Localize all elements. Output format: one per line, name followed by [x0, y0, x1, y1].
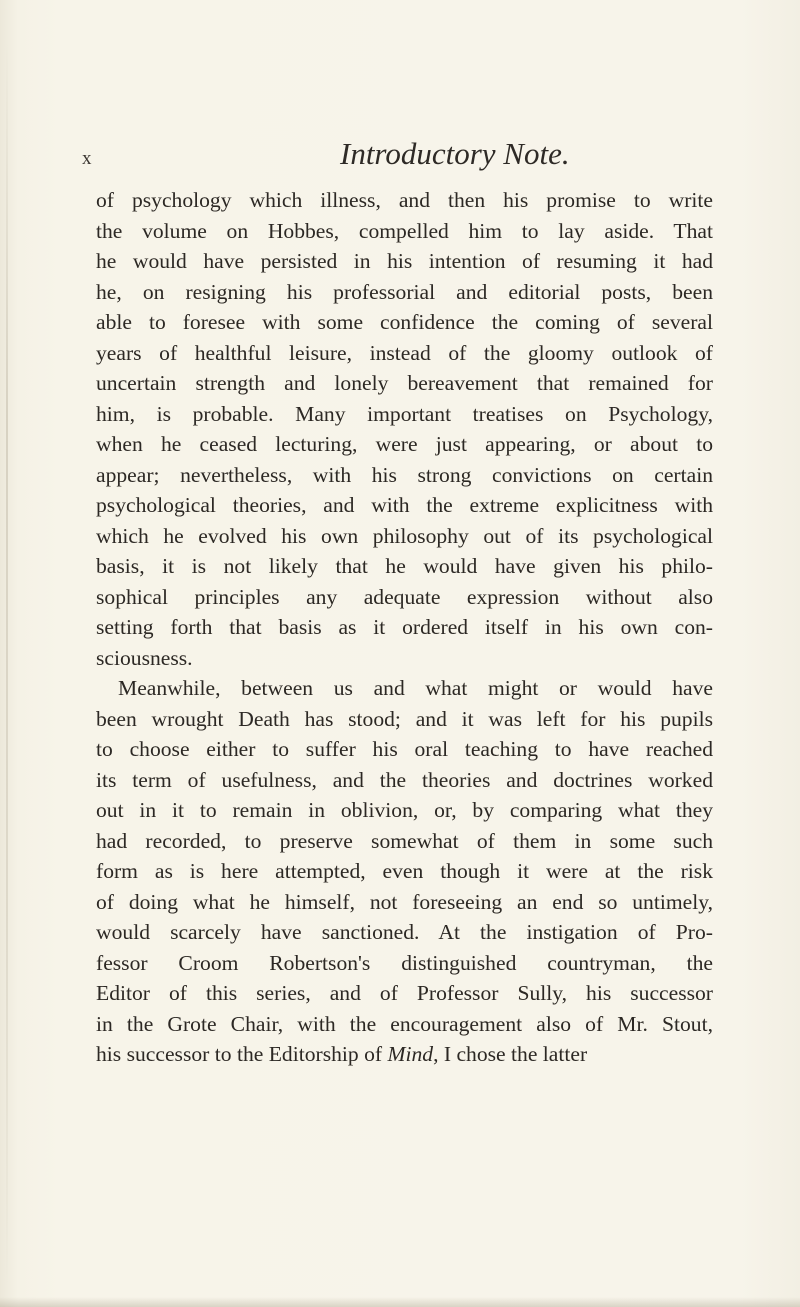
text-line: when he ceased lecturing, were just appearing, or about to — [96, 432, 713, 456]
text-line: he would have persisted in his intention of resuming it had — [96, 249, 713, 273]
page-bottom-edge — [0, 1297, 800, 1307]
running-head-title: Introductory Note. — [340, 136, 570, 171]
text-line: years of healthful leisure, instead of the gloomy outlook of — [96, 340, 713, 365]
text-line: which he evolved his own philosophy out of its psychological — [96, 523, 713, 548]
text-line-segment: his successor to the Editorship of — [96, 1042, 383, 1066]
page-gutter-shadow — [6, 40, 8, 1290]
text-line: been wrought Death has stood; and it was left for his pupils — [96, 706, 713, 731]
text-line: appear; nevertheless, with his strong convictions on certain — [96, 462, 713, 487]
text-line: able to foresee with some confidence the coming of several — [96, 310, 713, 334]
text-line: sophical principles any adequate expression without also — [96, 584, 713, 609]
text-line: had recorded, to preserve somewhat of them in some such — [96, 828, 713, 853]
text-line: in the Grote Chair, with the encouragement also of Mr. Stout, — [96, 1011, 713, 1036]
text-line: setting forth that basis as it ordered itself in his own con- — [96, 615, 713, 639]
running-head — [60, 136, 740, 176]
page-number: x — [82, 148, 93, 169]
text-line: fessor Croom Robertson's distinguished countryman, the — [96, 950, 713, 975]
text-line-paragraph-start: Meanwhile, between us and what might or would have — [118, 676, 713, 700]
text-line: the volume on Hobbes, compelled him to lay aside. That — [96, 218, 713, 243]
text-line: out in it to remain in oblivion, or, by comparing what they — [96, 798, 713, 822]
text-line: of doing what he himself, not foreseeing an end so untimely, — [96, 889, 713, 914]
text-line-final — [96, 1039, 713, 1070]
text-line: psychological theories, and with the extreme explicitness with — [96, 493, 713, 517]
text-line-segment: , I chose the latter — [433, 1042, 588, 1066]
text-line: he, on resigning his professorial and editorial posts, been — [96, 279, 713, 304]
text-line: him, is probable. Many important treatises on Psychology, — [96, 401, 713, 426]
body-text — [96, 185, 713, 1070]
text-line: uncertain strength and lonely bereavement that remained for — [96, 371, 713, 395]
text-line: would scarcely have sanctioned. At the instigation of Pro- — [96, 920, 713, 944]
text-line: sciousness. — [96, 645, 193, 670]
text-line: basis, it is not likely that he would have given his philo- — [96, 554, 713, 578]
text-line: Editor of this series, and of Professor Sully, his successor — [96, 981, 713, 1005]
journal-title-mind: Mind — [387, 1042, 434, 1066]
text-line: its term of usefulness, and the theories and doctrines worked — [96, 767, 713, 792]
text-line: to choose either to suffer his oral teaching to have reached — [96, 737, 713, 761]
text-line: form as is here attempted, even though it were at the risk — [96, 859, 713, 883]
text-line: of psychology which illness, and then his promise to write — [96, 188, 713, 212]
